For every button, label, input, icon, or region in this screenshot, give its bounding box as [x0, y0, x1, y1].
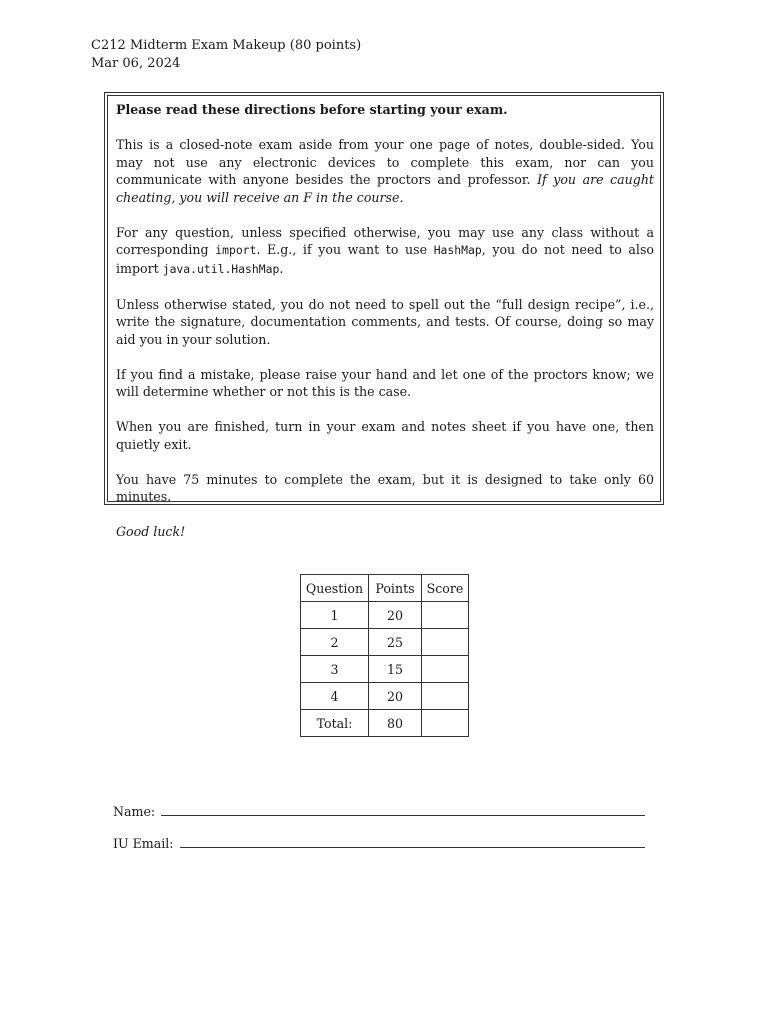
- table-row: [301, 629, 469, 656]
- directions-box-inner: [107, 95, 661, 539]
- directions-p2-c: , you do not need to also import: [116, 242, 654, 276]
- score-table: [300, 574, 469, 737]
- col-header-question: Question: [301, 575, 369, 602]
- code-hashmap: HashMap: [433, 243, 482, 257]
- points-cell: 25: [369, 629, 422, 656]
- directions-p1-text: This is a closed-note exam aside from your one page of notes, double-sided. You may not use any electronic devices to complete this exam, nor can you communicate with anyone besides the proctors and professor.: [116, 137, 654, 187]
- score-table-header-row: [301, 575, 469, 602]
- cheating-warning: If you are caught cheating, you will receive an F in the course.: [116, 172, 654, 205]
- directions-paragraph-2: [116, 224, 654, 279]
- col-header-points: Points: [369, 575, 422, 602]
- directions-paragraph-3: Unless otherwise stated, you do not need to spell out the “full design recipe”, i.e., write the signature, documentation comments, and tests. Of course, doing so may aid you in your solution.: [116, 296, 654, 347]
- directions-paragraph-4: If you find a mistake, please raise your hand and let one of the proctors know; we will determine whether or not this is the case.: [116, 366, 654, 399]
- col-header-score: Score: [422, 575, 469, 602]
- name-label: Name:: [113, 804, 156, 819]
- table-row: [301, 683, 469, 710]
- question-cell: 4: [301, 683, 369, 710]
- total-points-cell: 80: [369, 710, 422, 737]
- exam-header: [91, 37, 361, 73]
- exam-title: C212 Midterm Exam Makeup (80 points): [91, 38, 362, 53]
- table-row-total: [301, 710, 469, 737]
- directions-title: Please read these directions before starting your exam.: [116, 102, 508, 117]
- directions-paragraph-5: When you are finished, turn in your exam and notes sheet if you have one, then quietly exit.: [116, 419, 654, 452]
- points-cell: 20: [369, 683, 422, 710]
- name-line[interactable]: [161, 814, 645, 816]
- score-cell[interactable]: [422, 602, 469, 629]
- email-line[interactable]: [180, 846, 645, 848]
- exam-date: Mar 06, 2024: [91, 56, 181, 71]
- directions-p2-a: For any question, unless specified otherwise, you may use any class without a corresponding: [116, 224, 654, 257]
- directions-p2-d: .: [279, 260, 284, 276]
- name-field[interactable]: [113, 804, 645, 819]
- question-cell: 1: [301, 602, 369, 629]
- good-luck: Good luck!: [116, 524, 186, 539]
- code-import: import: [215, 243, 257, 257]
- email-label: IU Email:: [113, 836, 174, 851]
- total-score-cell[interactable]: [422, 710, 469, 737]
- email-field[interactable]: [113, 836, 645, 851]
- table-row: [301, 602, 469, 629]
- question-cell: 2: [301, 629, 369, 656]
- total-label-cell: Total:: [301, 710, 369, 737]
- score-cell[interactable]: [422, 656, 469, 683]
- points-cell: 20: [369, 602, 422, 629]
- directions-p2-b: . E.g., if you want to use: [256, 242, 428, 257]
- table-row: [301, 656, 469, 683]
- score-cell[interactable]: [422, 683, 469, 710]
- directions-paragraph-6: You have 75 minutes to complete the exam, but it is designed to take only 60 minutes.: [116, 471, 654, 504]
- score-cell[interactable]: [422, 629, 469, 656]
- directions-paragraph-1: [116, 136, 654, 206]
- question-cell: 3: [301, 656, 369, 683]
- directions-box: [104, 92, 664, 539]
- points-cell: 15: [369, 656, 422, 683]
- code-java-util-hashmap: java.util.HashMap: [162, 261, 280, 276]
